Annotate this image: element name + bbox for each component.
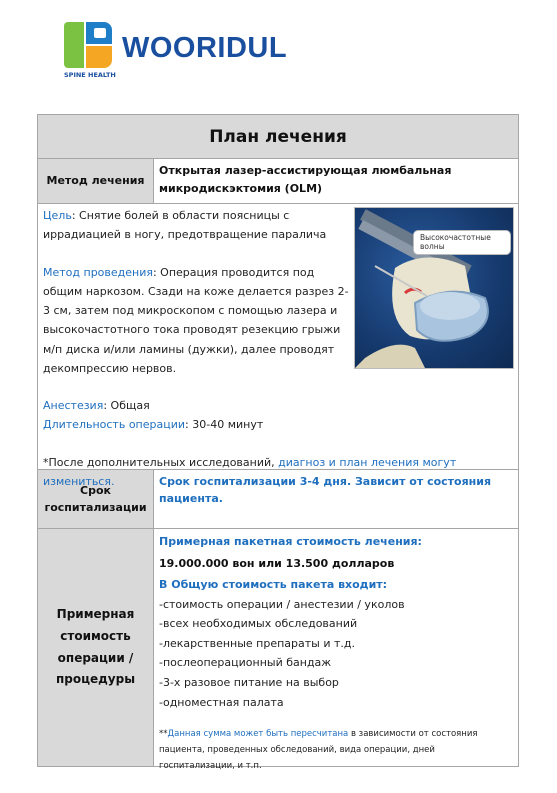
details-row: [38, 203, 518, 488]
duration-label: Длительность операции: [43, 418, 186, 432]
note-link: Данная сумма может быть пересчитана: [167, 729, 349, 740]
plan-title: План лечения: [38, 115, 518, 158]
list-item: -одноместная палата: [159, 695, 284, 709]
anesthesia-text: : Общая: [103, 399, 150, 412]
logo-name: WOORIDUL: [122, 32, 288, 64]
procedure-text: : Операция проводится под общим наркозом. Сзади на коже делается разрез 2-3 см, затем под микроскопом с помощью лазера и высокочастотного тока проводят резекцию грыжи м/п диска и/или ламины (дужки), далее проводят декомпрессию нервов.: [43, 265, 349, 375]
list-item: -лекарственные препараты и т.д.: [159, 636, 356, 650]
list-item: -стоимость операции / анестезии / уколов: [159, 597, 405, 611]
list-item: -всех необходимых обследований: [159, 617, 358, 631]
includes-title: В Общую стоимость пакета входит:: [159, 578, 388, 592]
procedure-details: [38, 204, 518, 488]
cost-note: [159, 726, 513, 774]
cost-details: [154, 529, 518, 772]
duration-text: : 30-40 минут: [185, 418, 264, 432]
image-callout: Высокочастотные волны: [413, 230, 511, 255]
package-price: 19.000.000 вон или 13.500 долларов: [159, 556, 395, 570]
spine-surgery-illustration: [354, 207, 514, 369]
note-text: в зависимости от состояния пациента, проведенных обследований, вида операции, дней госпитализации, и т.п.: [159, 729, 478, 772]
cost-label: Примерная стоимость операции / процедуры: [38, 529, 154, 766]
footnote: [43, 453, 513, 492]
cost-row: [38, 528, 518, 772]
hospitalization-value: Срок госпитализации 3-4 дня. Зависит от состояния пациента.: [159, 475, 492, 506]
goal-paragraph: [43, 206, 353, 245]
note-prefix: **: [159, 729, 168, 740]
brand-logo: [64, 22, 288, 79]
list-item: -3-х разовое питание на выбор: [159, 676, 339, 690]
footnote-link: диагноз и план лечения могут измениться.: [43, 455, 457, 488]
method-value: Открытая лазер-ассистирующая люмбальная микродискэктомия (OLM): [159, 164, 452, 195]
method-row: [38, 158, 518, 203]
method-label: Метод лечения: [38, 159, 154, 203]
goal-text: : Снятие болей в области поясницы с иррадиацией в ногу, предотвращение паралича: [43, 209, 327, 242]
anesthesia-line: [43, 396, 513, 415]
goal-label: Цель: [43, 209, 72, 222]
procedure-label: Метод проведения: [43, 265, 153, 279]
anesthesia-label: Анестезия: [43, 399, 104, 412]
logo-subtitle: SPINE HEALTH: [64, 71, 116, 79]
duration-line: [43, 415, 513, 434]
package-title: Примерная пакетная стоимость лечения:: [159, 535, 422, 548]
procedure-paragraph: [43, 263, 353, 379]
treatment-plan-table: [37, 114, 519, 772]
hospitalization-label: Срок госпитализации: [38, 470, 154, 528]
list-item: -послеоперационный бандаж: [159, 656, 332, 670]
logo-mark-icon: [64, 22, 116, 79]
footnote-text: *После дополнительных исследований,: [43, 455, 279, 469]
